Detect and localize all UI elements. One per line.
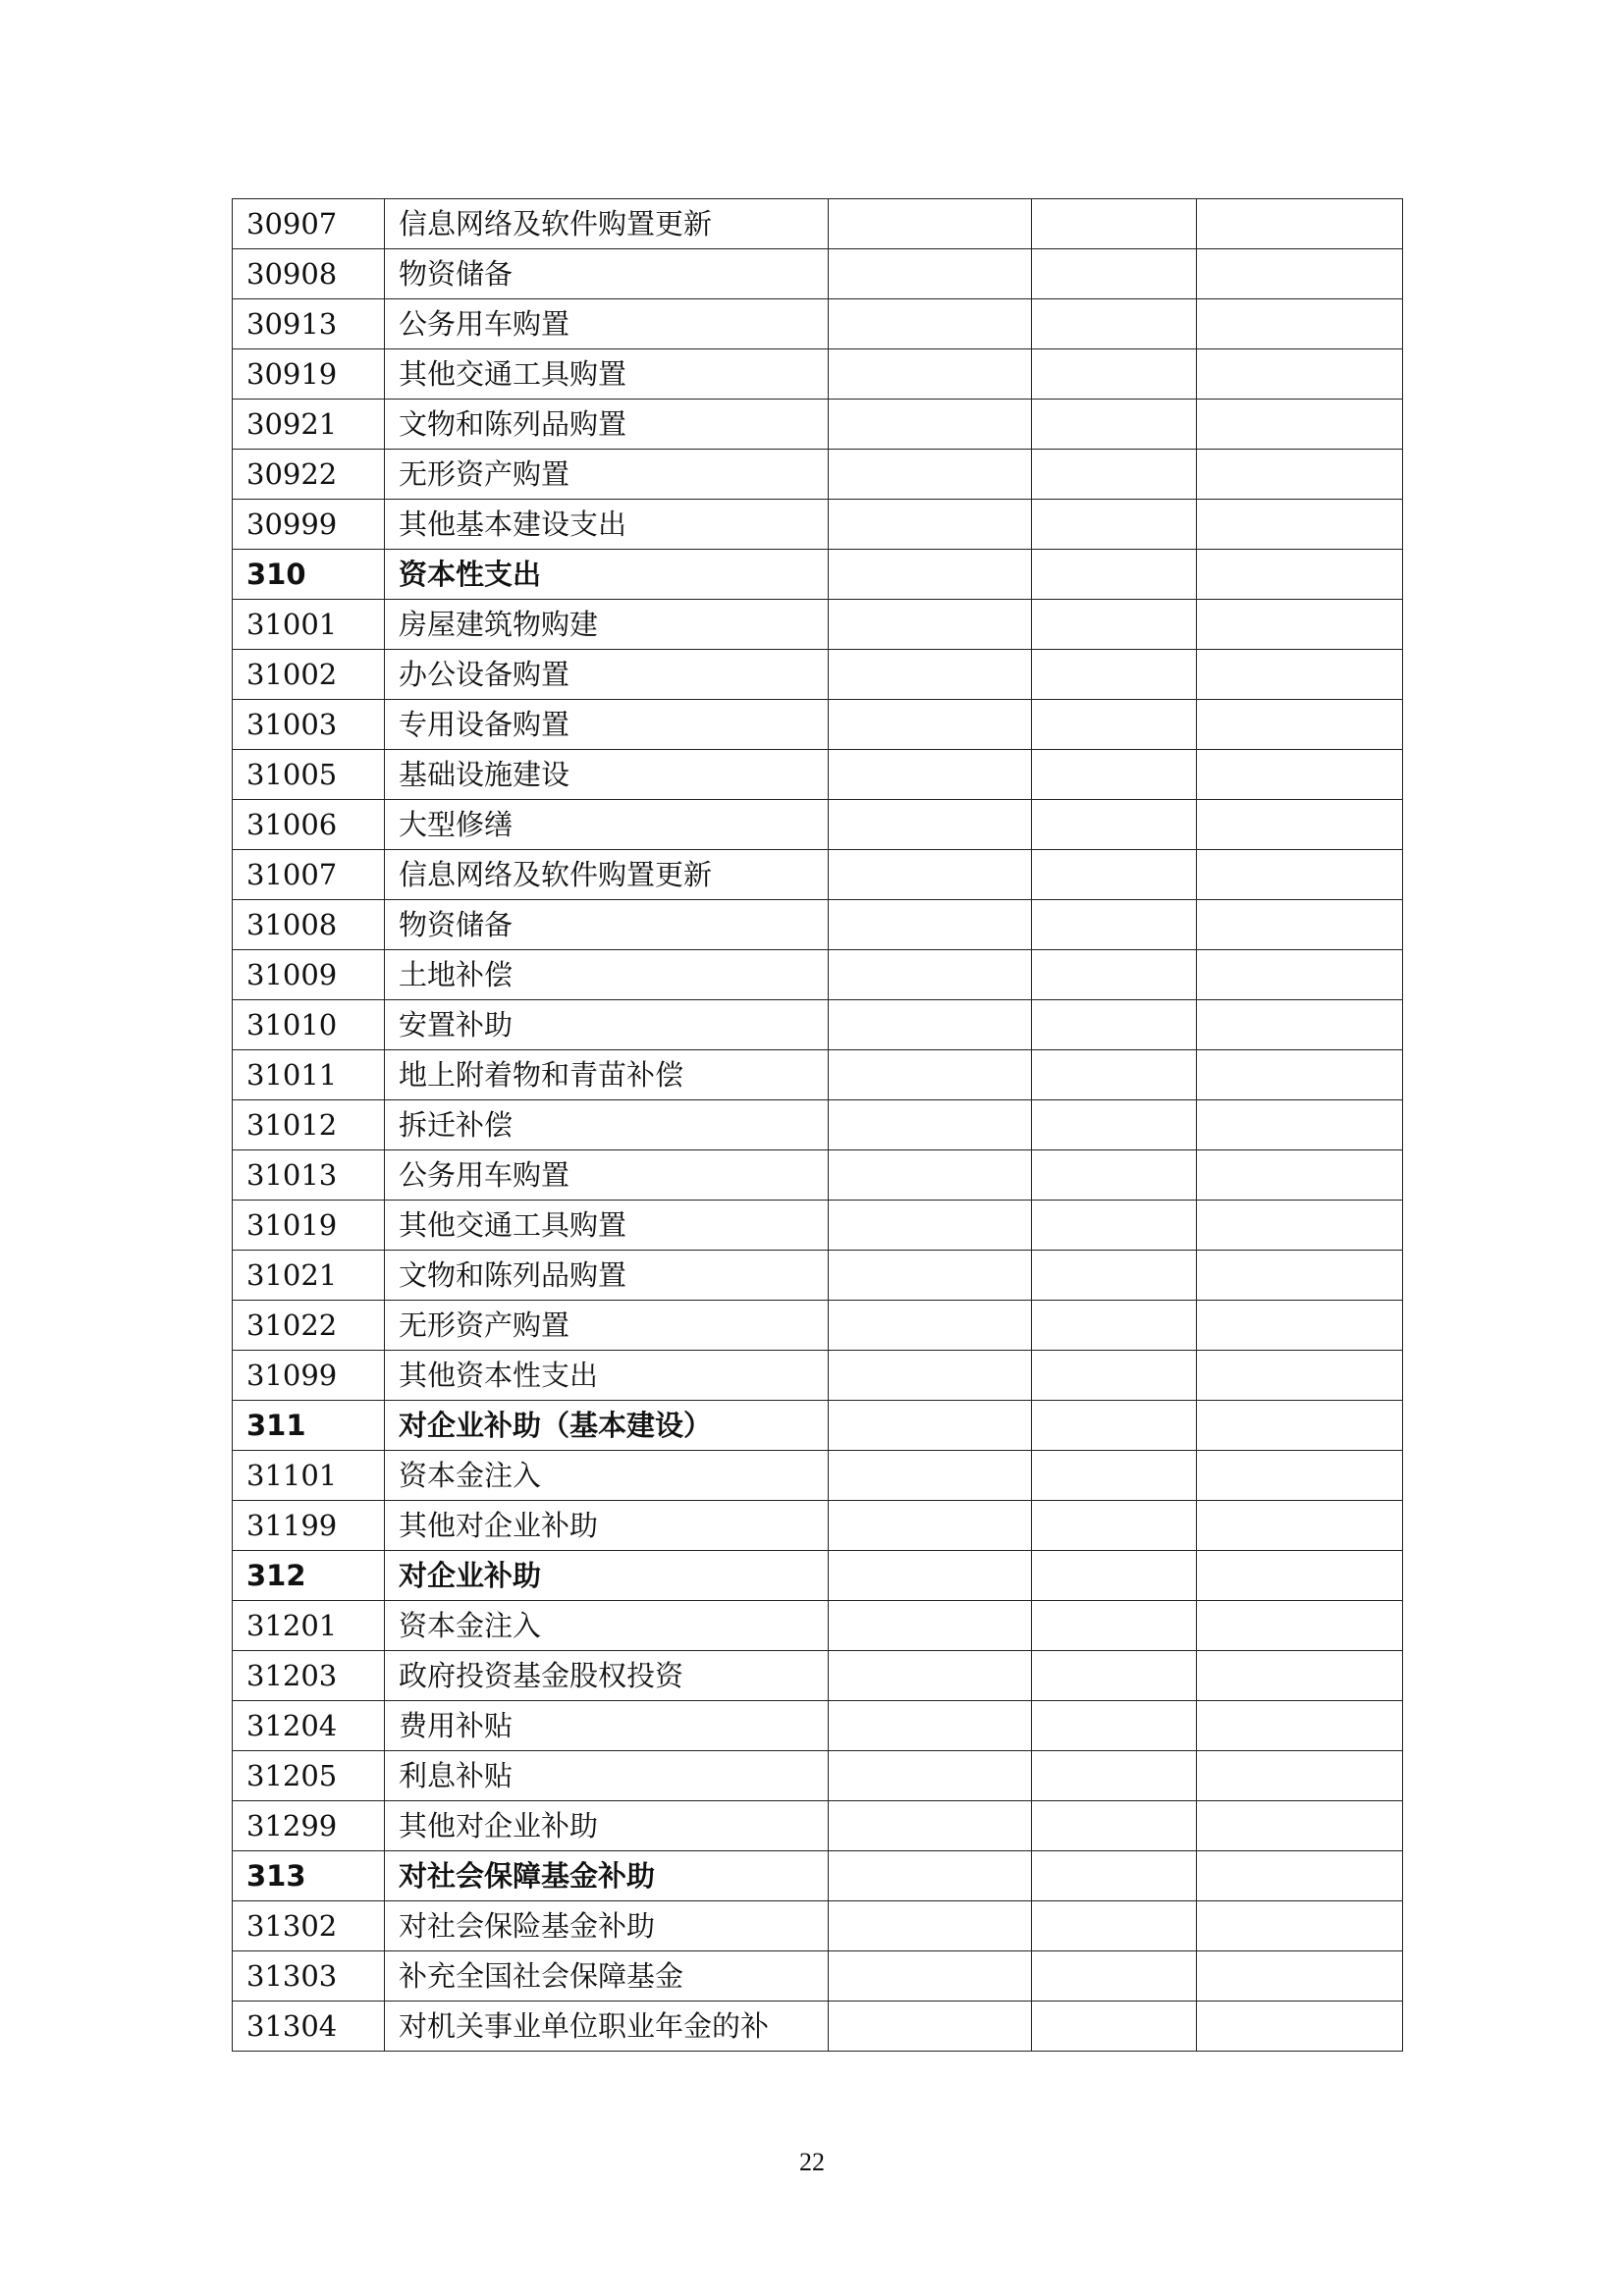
table-row [233,800,1403,850]
cell-name: 其他基本建设支出 [385,500,829,550]
cell-code: 31303 [233,1951,385,2002]
table-row [233,1951,1403,2002]
cell-col-c [1197,1801,1403,1851]
cell-name: 对机关事业单位职业年金的补 [385,2002,829,2052]
cell-col-c [1197,600,1403,650]
table-row [233,1651,1403,1701]
cell-name: 信息网络及软件购置更新 [385,199,829,249]
table-row [233,1701,1403,1751]
table-row [233,1501,1403,1551]
table-row [233,349,1403,400]
cell-col-c [1197,1251,1403,1301]
cell-name: 信息网络及软件购置更新 [385,850,829,900]
table-row [233,249,1403,299]
cell-code: 313 [233,1851,385,1901]
cell-col-a [829,249,1032,299]
cell-col-c [1197,1901,1403,1951]
cell-code: 31021 [233,1251,385,1301]
budget-classification-table [232,198,1403,2052]
cell-col-c [1197,1301,1403,1351]
cell-col-a [829,1451,1032,1501]
cell-col-a [829,1000,1032,1050]
cell-name: 地上附着物和青苗补偿 [385,1050,829,1100]
cell-col-b [1032,1050,1197,1100]
cell-code: 31006 [233,800,385,850]
cell-col-c [1197,950,1403,1000]
cell-col-a [829,550,1032,600]
cell-col-c [1197,1050,1403,1100]
cell-col-a [829,1701,1032,1751]
cell-code: 31011 [233,1050,385,1100]
cell-name: 基础设施建设 [385,750,829,800]
cell-name: 文物和陈列品购置 [385,1251,829,1301]
page-number: 22 [799,2148,825,2176]
cell-col-a [829,1851,1032,1901]
cell-code: 31013 [233,1150,385,1201]
cell-name: 其他资本性支出 [385,1351,829,1401]
cell-code: 31299 [233,1801,385,1851]
cell-col-c [1197,1501,1403,1551]
cell-col-c [1197,550,1403,600]
cell-name: 文物和陈列品购置 [385,400,829,450]
cell-col-b [1032,1150,1197,1201]
cell-name: 其他对企业补助 [385,1501,829,1551]
cell-col-b [1032,1000,1197,1050]
cell-name: 利息补贴 [385,1751,829,1801]
table-row [233,900,1403,950]
cell-name: 政府投资基金股权投资 [385,1651,829,1701]
cell-col-b [1032,550,1197,600]
cell-name: 对企业补助（基本建设） [385,1401,829,1451]
table-row [233,700,1403,750]
cell-col-b [1032,199,1197,249]
cell-col-a [829,1100,1032,1150]
cell-col-c [1197,800,1403,850]
cell-col-a [829,1951,1032,2002]
cell-code: 311 [233,1401,385,1451]
table-row [233,299,1403,349]
cell-col-c [1197,199,1403,249]
table-row-category [233,550,1403,600]
cell-col-c [1197,1100,1403,1150]
cell-col-a [829,700,1032,750]
cell-col-c [1197,349,1403,400]
table-row [233,1251,1403,1301]
cell-name: 费用补贴 [385,1701,829,1751]
cell-col-c [1197,1401,1403,1451]
table-row [233,1150,1403,1201]
cell-code: 30919 [233,349,385,400]
cell-name: 拆迁补偿 [385,1100,829,1150]
table-row [233,1751,1403,1801]
cell-col-b [1032,1851,1197,1901]
cell-col-c [1197,850,1403,900]
table-row [233,750,1403,800]
cell-col-c [1197,299,1403,349]
cell-name: 土地补偿 [385,950,829,1000]
cell-col-b [1032,450,1197,500]
cell-col-b [1032,2002,1197,2052]
cell-col-c [1197,400,1403,450]
cell-col-b [1032,1651,1197,1701]
table-row [233,1901,1403,1951]
cell-col-b [1032,1501,1197,1551]
cell-col-b [1032,1801,1197,1851]
cell-name: 资本性支出 [385,550,829,600]
cell-col-b [1032,750,1197,800]
cell-code: 31008 [233,900,385,950]
cell-code: 31203 [233,1651,385,1701]
cell-name: 公务用车购置 [385,1150,829,1201]
cell-code: 31002 [233,650,385,700]
table-row [233,600,1403,650]
cell-col-a [829,199,1032,249]
cell-col-b [1032,1100,1197,1150]
cell-name: 对社会保障基金补助 [385,1851,829,1901]
cell-name: 资本金注入 [385,1451,829,1501]
table-row [233,1301,1403,1351]
cell-col-a [829,1551,1032,1601]
cell-code: 312 [233,1551,385,1601]
cell-col-c [1197,1651,1403,1701]
cell-code: 31005 [233,750,385,800]
cell-name: 物资储备 [385,900,829,950]
cell-code: 31001 [233,600,385,650]
cell-col-a [829,1301,1032,1351]
table-row [233,1801,1403,1851]
cell-code: 31019 [233,1201,385,1251]
cell-col-b [1032,1251,1197,1301]
cell-code: 31204 [233,1701,385,1751]
table-row [233,650,1403,700]
table-row [233,1601,1403,1651]
cell-col-a [829,650,1032,700]
cell-name: 安置补助 [385,1000,829,1050]
table-row [233,950,1403,1000]
cell-col-b [1032,1701,1197,1751]
cell-name: 专用设备购置 [385,700,829,750]
cell-col-c [1197,650,1403,700]
cell-col-b [1032,349,1197,400]
cell-col-c [1197,700,1403,750]
cell-name: 资本金注入 [385,1601,829,1651]
cell-code: 31022 [233,1301,385,1351]
cell-name: 其他对企业补助 [385,1801,829,1851]
cell-code: 30921 [233,400,385,450]
cell-col-a [829,1401,1032,1451]
table-row [233,450,1403,500]
table-row-category [233,1551,1403,1601]
cell-col-a [829,1251,1032,1301]
cell-name: 对社会保险基金补助 [385,1901,829,1951]
cell-code: 31010 [233,1000,385,1050]
table-body [233,199,1403,2052]
cell-col-c [1197,450,1403,500]
cell-col-c [1197,1201,1403,1251]
cell-col-c [1197,1601,1403,1651]
cell-col-b [1032,1401,1197,1451]
cell-col-c [1197,1150,1403,1201]
cell-col-c [1197,1751,1403,1801]
cell-col-c [1197,2002,1403,2052]
cell-name: 其他交通工具购置 [385,349,829,400]
cell-col-a [829,1901,1032,1951]
table-row-category [233,1851,1403,1901]
cell-col-a [829,1201,1032,1251]
cell-code: 310 [233,550,385,600]
cell-col-c [1197,750,1403,800]
table-row [233,199,1403,249]
cell-name: 无形资产购置 [385,450,829,500]
cell-name: 物资储备 [385,249,829,299]
cell-col-b [1032,1601,1197,1651]
cell-col-b [1032,249,1197,299]
cell-col-c [1197,1951,1403,2002]
cell-col-a [829,850,1032,900]
cell-col-a [829,500,1032,550]
cell-col-c [1197,1851,1403,1901]
cell-col-a [829,1351,1032,1401]
cell-name: 办公设备购置 [385,650,829,700]
cell-col-b [1032,850,1197,900]
cell-col-b [1032,900,1197,950]
cell-col-b [1032,400,1197,450]
cell-code: 31099 [233,1351,385,1401]
cell-col-b [1032,299,1197,349]
table-row [233,1050,1403,1100]
cell-col-b [1032,800,1197,850]
cell-code: 31007 [233,850,385,900]
cell-col-a [829,1651,1032,1701]
cell-name: 无形资产购置 [385,1301,829,1351]
cell-col-a [829,950,1032,1000]
cell-col-b [1032,700,1197,750]
table-row [233,500,1403,550]
cell-col-b [1032,1751,1197,1801]
cell-col-b [1032,1301,1197,1351]
table-row [233,1451,1403,1501]
cell-col-a [829,1801,1032,1851]
cell-col-c [1197,500,1403,550]
cell-col-c [1197,900,1403,950]
cell-col-b [1032,1901,1197,1951]
cell-code: 31012 [233,1100,385,1150]
cell-code: 31003 [233,700,385,750]
table-row-category [233,1401,1403,1451]
cell-col-b [1032,500,1197,550]
cell-code: 31101 [233,1451,385,1501]
cell-code: 30922 [233,450,385,500]
cell-col-c [1197,1551,1403,1601]
cell-col-c [1197,1351,1403,1401]
cell-name: 其他交通工具购置 [385,1201,829,1251]
cell-col-a [829,900,1032,950]
cell-col-a [829,1601,1032,1651]
budget-table-container [232,198,1402,2052]
cell-code: 31201 [233,1601,385,1651]
table-row [233,2002,1403,2052]
table-row [233,850,1403,900]
table-row [233,400,1403,450]
cell-code: 30999 [233,500,385,550]
cell-col-a [829,1751,1032,1801]
cell-col-a [829,1150,1032,1201]
cell-name: 大型修缮 [385,800,829,850]
table-row [233,1351,1403,1401]
cell-col-c [1197,1451,1403,1501]
cell-code: 30913 [233,299,385,349]
cell-col-a [829,299,1032,349]
cell-code: 31009 [233,950,385,1000]
cell-name: 房屋建筑物购建 [385,600,829,650]
table-row [233,1100,1403,1150]
cell-col-a [829,750,1032,800]
table-row [233,1000,1403,1050]
table-row [233,1201,1403,1251]
cell-code: 31199 [233,1501,385,1551]
cell-col-b [1032,950,1197,1000]
cell-name: 公务用车购置 [385,299,829,349]
cell-col-b [1032,1201,1197,1251]
cell-col-b [1032,1551,1197,1601]
cell-code: 30908 [233,249,385,299]
cell-col-b [1032,650,1197,700]
cell-name: 补充全国社会保障基金 [385,1951,829,2002]
cell-col-c [1197,1701,1403,1751]
cell-col-a [829,349,1032,400]
cell-col-b [1032,1951,1197,2002]
cell-col-a [829,400,1032,450]
cell-col-b [1032,600,1197,650]
cell-col-b [1032,1351,1197,1401]
cell-code: 30907 [233,199,385,249]
cell-code: 31302 [233,1901,385,1951]
cell-col-b [1032,1451,1197,1501]
cell-col-a [829,800,1032,850]
cell-code: 31205 [233,1751,385,1801]
cell-code: 31304 [233,2002,385,2052]
cell-col-c [1197,1000,1403,1050]
cell-col-a [829,600,1032,650]
cell-col-a [829,450,1032,500]
cell-col-c [1197,249,1403,299]
cell-col-a [829,1050,1032,1100]
cell-col-a [829,1501,1032,1551]
cell-name: 对企业补助 [385,1551,829,1601]
cell-col-a [829,2002,1032,2052]
